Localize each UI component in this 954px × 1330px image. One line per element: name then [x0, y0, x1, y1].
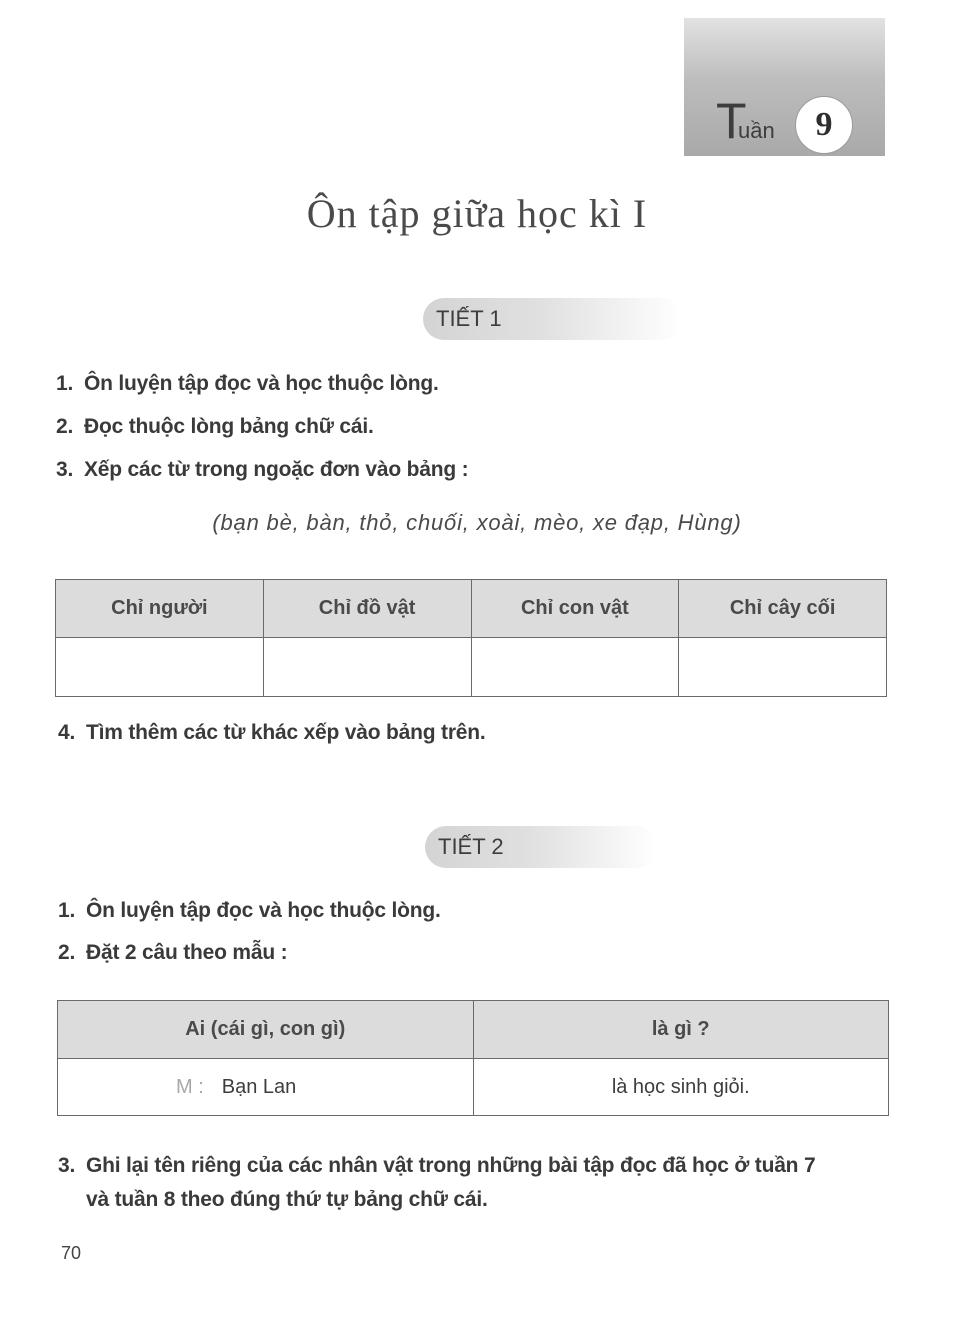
- table-row: [56, 638, 887, 697]
- table-header-cell: Chỉ con vật: [471, 580, 679, 638]
- page-title: Ôn tập giữa học kì I: [306, 191, 648, 236]
- section-label-2-text: TIẾT 2: [438, 834, 504, 859]
- week-number: 9: [795, 96, 853, 154]
- exercise-2-2: 2. Đặt 2 câu theo mẫu :: [58, 941, 288, 964]
- answer-cell[interactable]: [471, 638, 679, 697]
- section-label-1-text: TIẾT 1: [436, 306, 502, 331]
- table-header-cell: Ai (cái gì, con gì): [58, 1001, 474, 1059]
- example-marker: M :: [176, 1075, 204, 1098]
- exercise-1-1: 1. Ôn luyện tập đọc và học thuộc lòng.: [56, 372, 439, 395]
- table-header-row: [58, 1001, 889, 1059]
- page-number: 70: [61, 1243, 82, 1263]
- answer-cell[interactable]: [679, 638, 887, 697]
- section-label-2: [425, 826, 658, 868]
- answer-cell[interactable]: [56, 638, 264, 697]
- table-header-cell: Chỉ đồ vật: [263, 580, 471, 638]
- word-list: (bạn bè, bàn, thỏ, chuối, xoài, mèo, xe đạp, Hùng): [212, 510, 742, 535]
- week-label: uần: [738, 118, 775, 143]
- sentence-pattern-table: [57, 1000, 889, 1116]
- exercise-2-1: 1. Ôn luyện tập đọc và học thuộc lòng.: [58, 899, 441, 922]
- example-predicate-cell: là học sinh giỏi.: [473, 1059, 889, 1116]
- example-subject-cell: [58, 1059, 474, 1116]
- section-label-1: [423, 298, 683, 340]
- exercise-1-3: 3. Xếp các từ trong ngoặc đơn vào bảng :: [56, 458, 469, 481]
- table-header-cell: Chỉ người: [56, 580, 264, 638]
- week-badge: [684, 18, 885, 156]
- exercise-2-3-cont: và tuần 8 theo đúng thứ tự bảng chữ cái.: [86, 1188, 488, 1211]
- word-sort-table: [55, 579, 887, 697]
- week-label-initial: T: [716, 93, 747, 149]
- table-header-cell: Chỉ cây cối: [679, 580, 887, 638]
- exercise-1-2: 2. Đọc thuộc lòng bảng chữ cái.: [56, 415, 374, 438]
- example-subject: Bạn Lan: [221, 1075, 297, 1098]
- exercise-1-4: 4. Tìm thêm các từ khác xếp vào bảng trên.: [58, 721, 486, 744]
- answer-cell[interactable]: [263, 638, 471, 697]
- table-header-cell: là gì ?: [473, 1001, 889, 1059]
- table-header-row: [56, 580, 887, 638]
- exercise-2-3: 3. Ghi lại tên riêng của các nhân vật trong những bài tập đọc đã học ở tuần 7: [58, 1154, 816, 1177]
- table-row: [58, 1059, 889, 1116]
